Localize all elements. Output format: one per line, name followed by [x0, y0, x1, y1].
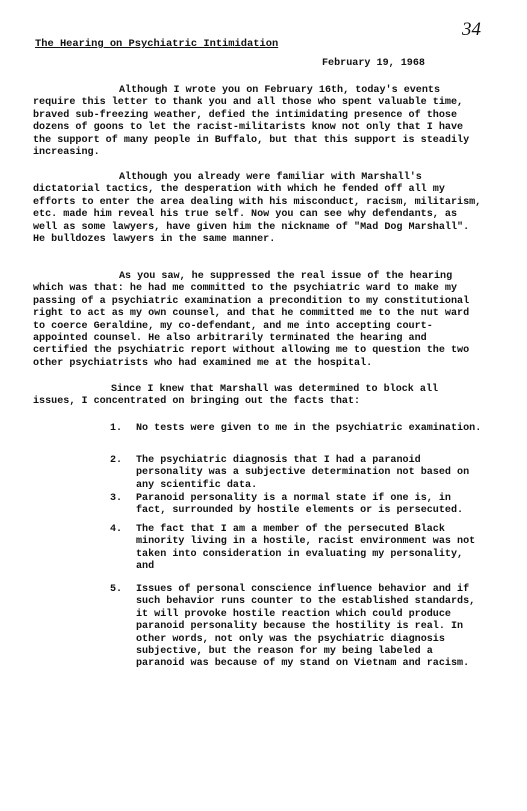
list-item-text: The fact that I am a member of the persecuted Black minority living in a hostile, racist environment was not taken into consideration in evaluating my personality, and	[136, 524, 476, 573]
letter-title: The Hearing on Psychiatric Intimidation	[35, 38, 279, 50]
list-item-number: 5.	[110, 584, 123, 595]
paragraph-marshall-tactics: Although you already were familiar with Marshall's dictatorial tactics, the desperation with which he fended off all my efforts to enter the area dealing with his misconduct, racism, militarism, etc. made him reveal his true self. Now you can see why defendants, as well as some lawyers, have given him the nickname of "Mad Dog Marshall". He bulldozes lawyers in the same manner.	[33, 172, 482, 246]
list-item-text: Issues of personal conscience influence behavior and if such behavior runs counter to the established standards, it will provoke hostile reaction which could produce paranoid personality because the hostility is real. In other words, not only was the psychiatric diagnosis subjective, but the reason for my being labeled a paranoid was because of my stand on Vietnam and racism.	[136, 584, 476, 670]
page-number: 34	[462, 19, 481, 40]
paragraph-thanks: Although I wrote you on February 16th, today's events require this letter to thank you and all those who spent valuable time, braved sub-freezing weather, defied the intimidating presence of those dozens of goons to let the racist-militarists know not only that I have the support of many people in Buffalo, but that this support is steadily increasing.	[33, 85, 470, 159]
list-item-number: 4.	[110, 524, 123, 535]
list-item-number: 2.	[110, 455, 123, 466]
list-item-number: 1.	[110, 423, 123, 434]
list-item-text: The psychiatric diagnosis that I had a paranoid personality was a subjective determination not based on any scientific data.	[136, 455, 470, 491]
paragraph-hearing-issue: As you saw, he suppressed the real issue of the hearing which was that: he had me committed to the psychiatric ward to make my passing of a psychiatric examination a precondition to my constitutional right to act as my own counsel, and that he committed me to the nut ward to coerce Geraldine, my co-defendant, and me into accepting court-appointed counsel. He also arbitrarily terminated the hearing and certified the psychiatric report without allowing me to question the two other psychiatrists who had examined me at the hospital.	[33, 271, 470, 369]
list-item-text: Paranoid personality is a normal state if one is, in fact, surrounded by hostile elements or is persecuted.	[136, 493, 464, 517]
list-item-number: 3.	[110, 493, 123, 504]
paragraph-facts-intro: Since I knew that Marshall was determined to block all issues, I concentrated on bringing out the facts that:	[33, 384, 439, 408]
letter-date: February 19, 1968	[322, 58, 425, 69]
list-item-text: No tests were given to me in the psychiatric examination.	[136, 423, 482, 434]
